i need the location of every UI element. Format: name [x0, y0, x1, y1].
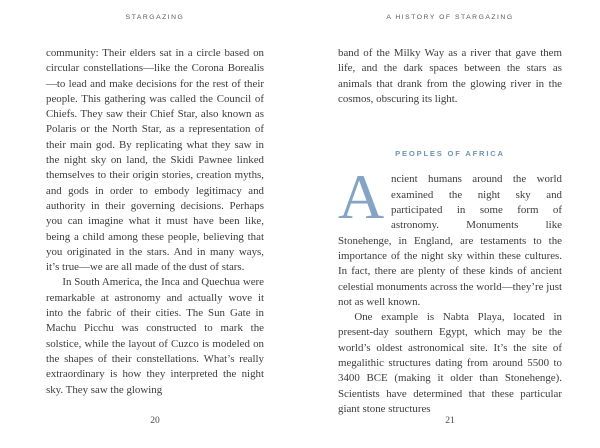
- paragraph-milky-way: band of the Milky Way as a river that gave them life, and the dark spaces between the stars as animals that drank from the glowing river in the cosmos, obscuring its light.: [338, 47, 562, 105]
- paragraph-ancient-humans: [338, 161, 562, 310]
- page-left: [46, 14, 264, 434]
- page-left-body: [46, 46, 264, 398]
- paragraph-community: community: Their elders sat in a circle based on circular constellations—like the Corona Borealis—to lead and make decisions for the rest of their people. This gathering was called the Council of Chiefs. They saw their Chief Star, also known as Polaris or the North Star, as a representation of their main god. By replicating what they saw in the night sky on land, the Skidi Pawnee linked themselves to their origin stories, creation myths, and gods in order to embody legitimacy and authority in their governing decisions. Perhaps you can imagine what it must have been like, being a child among these people, believing that you originated in the stars. And in many ways, it’s true—we are all made of the dust of stars.: [46, 47, 264, 274]
- page-number-left: 20: [150, 416, 160, 426]
- drop-cap-paragraph-text: ncient humans around the world examined the night sky and participated in some form of astronomy. Monuments like Stonehenge, in England, are testaments to the importance of the night sky within these cultures. In fact, there are plenty of these kinds of ancient celestial monuments across the world—they’re just not as well known.: [338, 173, 562, 308]
- section-heading-peoples-of-africa: PEOPLES OF AFRICA: [395, 149, 505, 159]
- page-number-right: 21: [445, 416, 455, 426]
- running-head-left: STARGAZING: [125, 14, 185, 21]
- page-right: [338, 14, 562, 434]
- running-head-right: A HISTORY OF STARGAZING: [386, 14, 514, 21]
- page-right-body: [338, 46, 562, 417]
- paragraph-south-america: In South America, the Inca and Quechua were remarkable at astronomy and actually wove it into the fabric of their cities. The Sun Gate in Machu Picchu was constructed to mark the solstice, while the layout of Cuzco is modeled on the shapes of their constellations. What’s really extraordinary is how they interpreted the night sky. They saw the glowing: [46, 276, 264, 396]
- paragraph-nabta-playa: One example is Nabta Playa, located in present-day southern Egypt, which may be the world’s oldest astronomical site. It’s the site of megalithic structures dating from around 5500 to 3400 BCE (making it older than Stonehenge). Scientists have determined that these particular giant stone structures: [338, 311, 562, 415]
- drop-cap-letter: A: [338, 161, 385, 233]
